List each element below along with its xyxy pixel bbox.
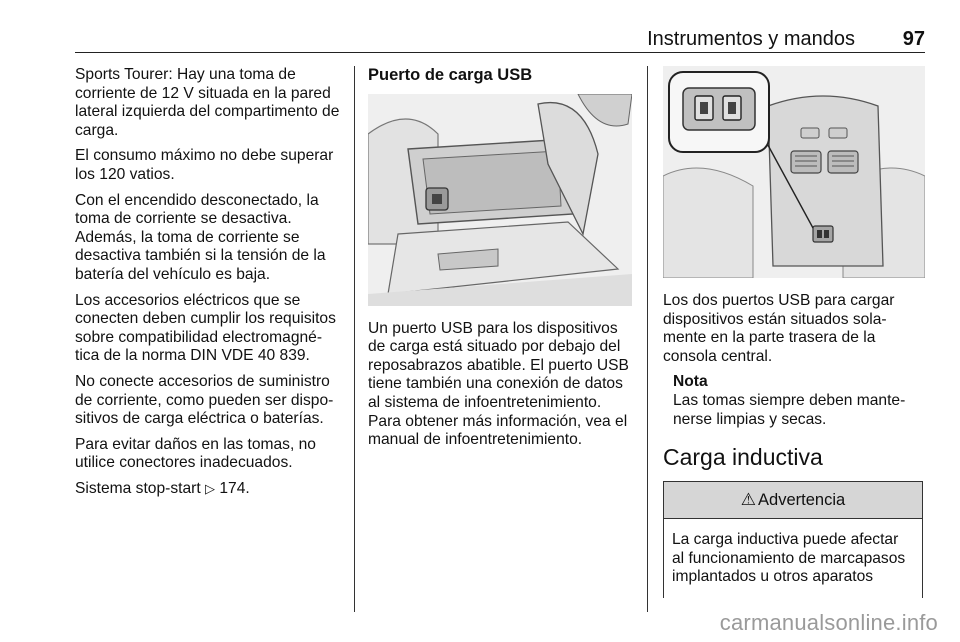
paragraph: Sports Tourer: Hay una toma de corriente de 12 V situada en la pared lateral izquierda del compartimento de carga. [75, 66, 340, 139]
note [663, 373, 925, 429]
paragraph: El consumo máximo no debe superar los 120 vatios. [75, 147, 334, 183]
note-text: Las tomas siempre deben mante‐nerse limpias y secas. [673, 391, 906, 428]
paragraph: Un puerto USB para los dispositivos de carga está situado por debajo del reposabrazos abatible. El puerto USB tiene también una conexión de datos al sistema de infoentretenimiento. Para obtener más información, vea el manual de infoentretenimiento. [368, 319, 629, 449]
watermark: carmanualsonline.info [719, 610, 938, 635]
rear-console-usb-illustration [663, 66, 925, 278]
column-divider-1 [354, 66, 355, 612]
armrest-usb-illustration [368, 94, 632, 306]
xref-page: 174. [219, 479, 250, 497]
paragraph: Los dos puertos USB para cargar dispositivos están situados sola‐mente en la parte trasera de la consola central. [663, 292, 895, 365]
xref-text: Sistema stop-start [75, 479, 201, 497]
section-heading-inductive: Carga inductiva [663, 444, 823, 471]
xref-arrow-icon: ▷ [205, 480, 215, 496]
paragraph: Para evitar daños en las tomas, no utilice conectores inadecuados. [75, 435, 316, 472]
paragraph: No conecte accesorios de suministro de corriente, como pueden ser dispo‐sitivos de carga eléctrica o baterías. [75, 372, 334, 428]
paragraph: Con el encendido desconectado, la toma de corriente se desactiva. Además, la toma de corriente se desactiva también si la tensión de la batería del vehículo es baja. [75, 191, 326, 283]
column-1 [75, 66, 343, 505]
column-3 [663, 66, 925, 598]
chapter-title: Instrumentos y mandos [647, 28, 855, 50]
cross-reference[interactable] [75, 480, 343, 499]
paragraph: Los accesorios eléctricos que se conecten deben cumplir los requisitos sobre compatibilidad electromagné‐tica de la norma DIN VDE 40 839. [75, 291, 336, 365]
warning-triangle-icon: ⚠ [740, 489, 757, 509]
page-number: 97 [902, 28, 925, 50]
page-header [75, 26, 925, 53]
warning-box [663, 481, 923, 598]
note-title: Nota [673, 373, 708, 391]
warning-title: Advertencia [758, 490, 846, 509]
column-2 [368, 66, 634, 457]
section-heading-usb: Puerto de carga USB [368, 66, 533, 84]
warning-header [664, 482, 922, 519]
column-divider-2 [647, 66, 648, 612]
warning-text: La carga inductiva puede afectar al funcionamiento de marcapasos implantados u otros aparatos [672, 531, 906, 586]
